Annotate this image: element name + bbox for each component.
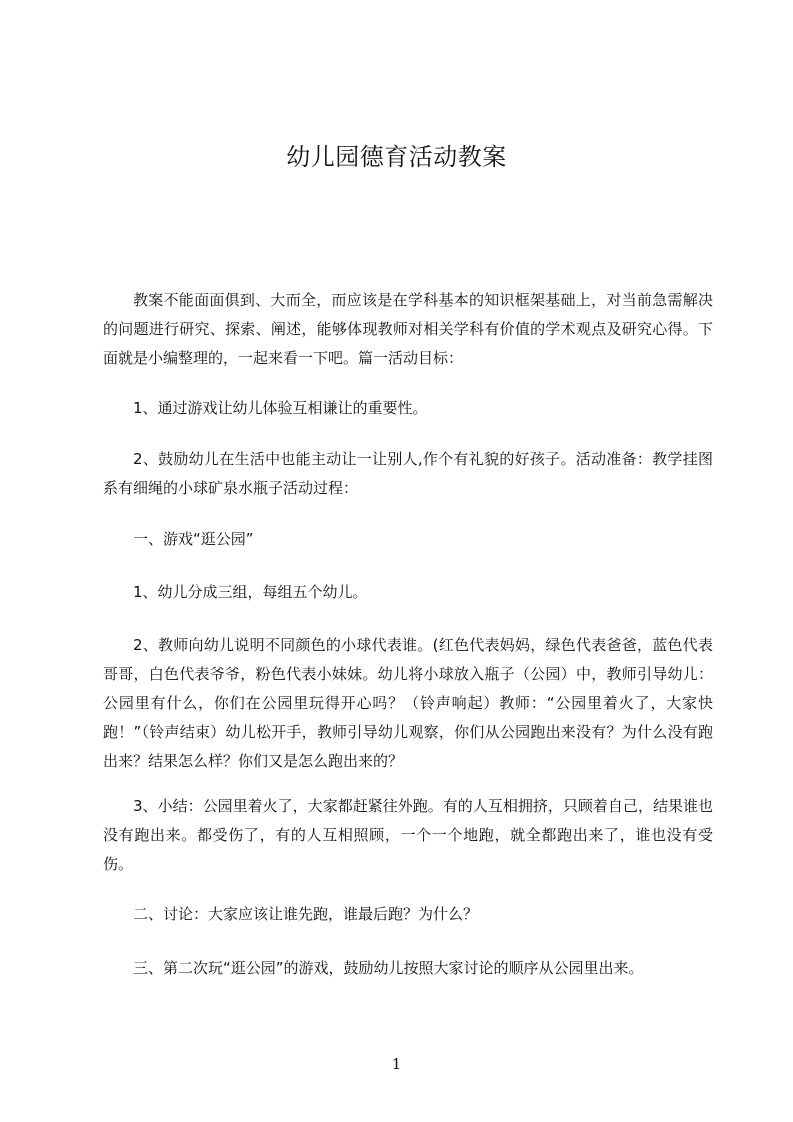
section-2-heading: 二、讨论：大家应该让谁先跑，谁最后跑？为什么？ [133, 905, 479, 923]
goal-2-paragraph: 2、鼓励幼儿在生活中也能主动让一让别人,作个有礼貌的好孩子。活动准备：教学挂图系有细绳的小球矿泉水瓶子活动过程： [103, 450, 713, 497]
page-title: 幼儿园德育活动教案 [286, 143, 507, 171]
intro-paragraph: 教案不能面面俱到、大而全，而应该是在学科基本的知识框架基础上，对当前急需解决的问题进行研究、探索、阐述，能够体现教师对相关学科有价值的学术观点及研究心得。下面就是小编整理的，一起来看一下吧。篇一活动目标： [103, 291, 713, 367]
step-1-paragraph: 1、幼儿分成三组，每组五个幼儿。 [133, 583, 368, 601]
step-2-paragraph: 2、教师向幼儿说明不同颜色的小球代表谁。(红色代表妈妈，绿色代表爸爸，蓝色代表哥哥，白色代表爷爷，粉色代表小妹妹。幼儿将小球放入瓶子（公园）中，教师引导幼儿：公园里有什么，你们在公园里玩得开心吗？（铃声响起）教师：“公园里着火了，大家快跑！”（铃声结束）幼儿松开手，教师引导幼儿观察，你们从公园跑出来没有？为什么没有跑出来？结果怎么样？你们又是怎么跑出来的？ [103, 636, 713, 770]
summary-paragraph: 3、小结：公园里着火了，大家都赶紧往外跑。有的人互相拥挤，只顾着自己，结果谁也没有跑出来。都受伤了，有的人互相照顾，一个一个地跑，就全都跑出来了，谁也没有受伤。 [103, 797, 713, 873]
goal-1-paragraph: 1、通过游戏让幼儿体验互相谦让的重要性。 [133, 399, 428, 417]
section-1-heading: 一、游戏“逛公园” [133, 530, 254, 548]
section-3-heading: 三、第二次玩“逛公园”的游戏，鼓励幼儿按照大家讨论的顺序从公园里出来。 [133, 959, 644, 977]
page-number: 1 [391, 1055, 402, 1073]
